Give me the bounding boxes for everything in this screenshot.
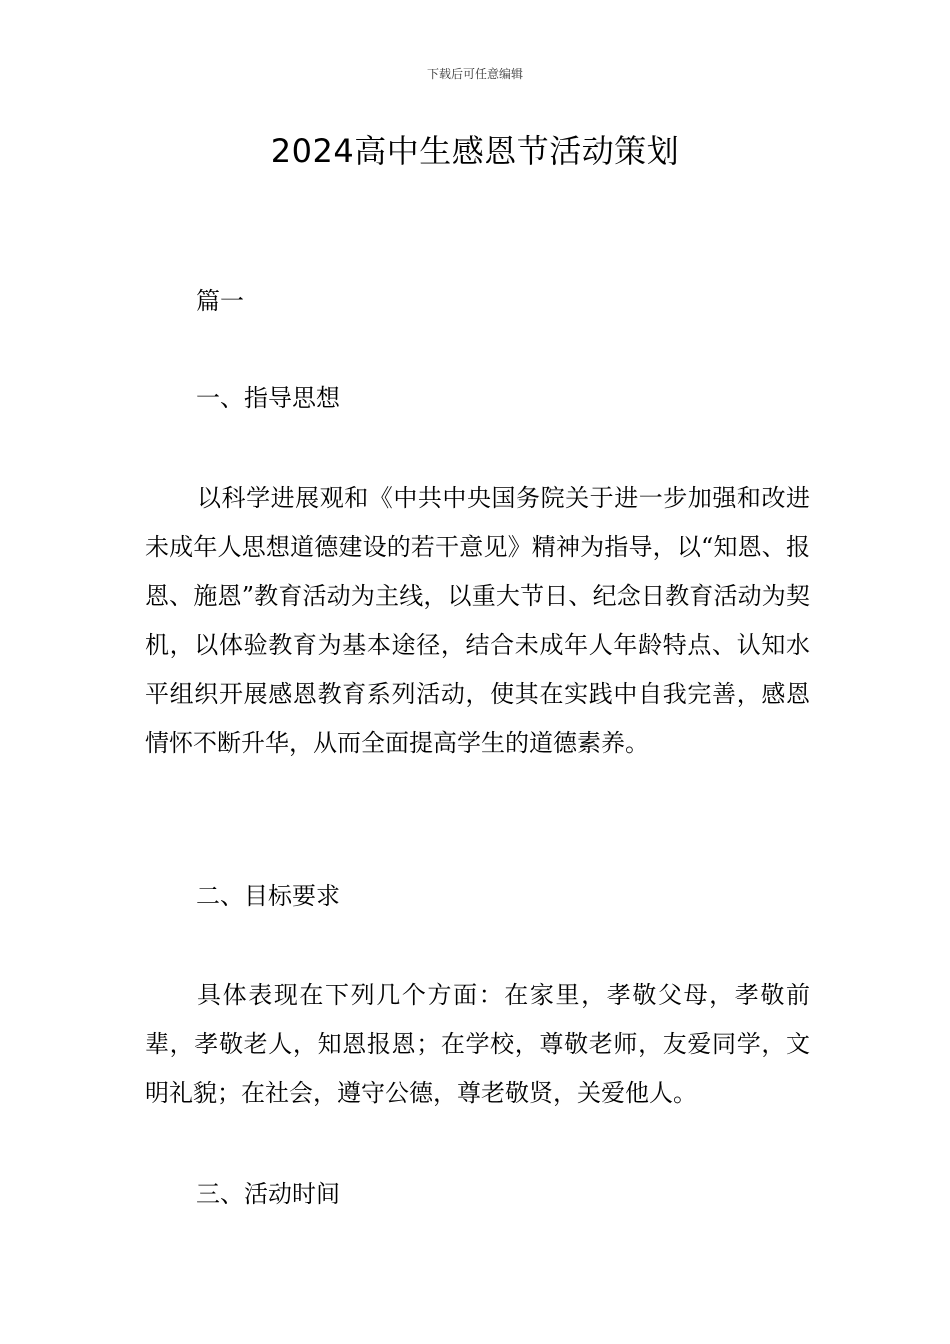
paragraph-guiding-ideology: 以科学进展观和《中共中央国务院关于进一步加强和改进未成年人思想道德建设的若干意见》精神为指导，以“知恩、报恩、施恩”教育活动为主线，以重大节日、纪念日教育活动为契机，以体验教育为基本途径，结合未成年人年龄特点、认知水平组织开展感恩教育系列活动，使其在实践中自我完善，感恩情怀不断升华，从而全面提高学生的道德素养。 [145, 484, 810, 757]
header-note: 下载后可任意编辑 [426, 67, 523, 81]
document-title: 2024高中生感恩节活动策划 [270, 132, 680, 170]
section-heading-goals: 二、目标要求 [196, 882, 340, 910]
section-heading-activity-time: 三、活动时间 [196, 1180, 340, 1208]
section-heading-guiding-ideology: 一、指导思想 [196, 384, 340, 412]
section-heading-part-one: 篇一 [196, 287, 244, 315]
paragraph-goals: 具体表现在下列几个方面：在家里，孝敬父母，孝敬前辈，孝敬老人，知恩报恩；在学校，尊敬老师，友爱同学，文明礼貌；在社会，遵守公德，尊老敬贤，关爱他人。 [145, 981, 810, 1107]
